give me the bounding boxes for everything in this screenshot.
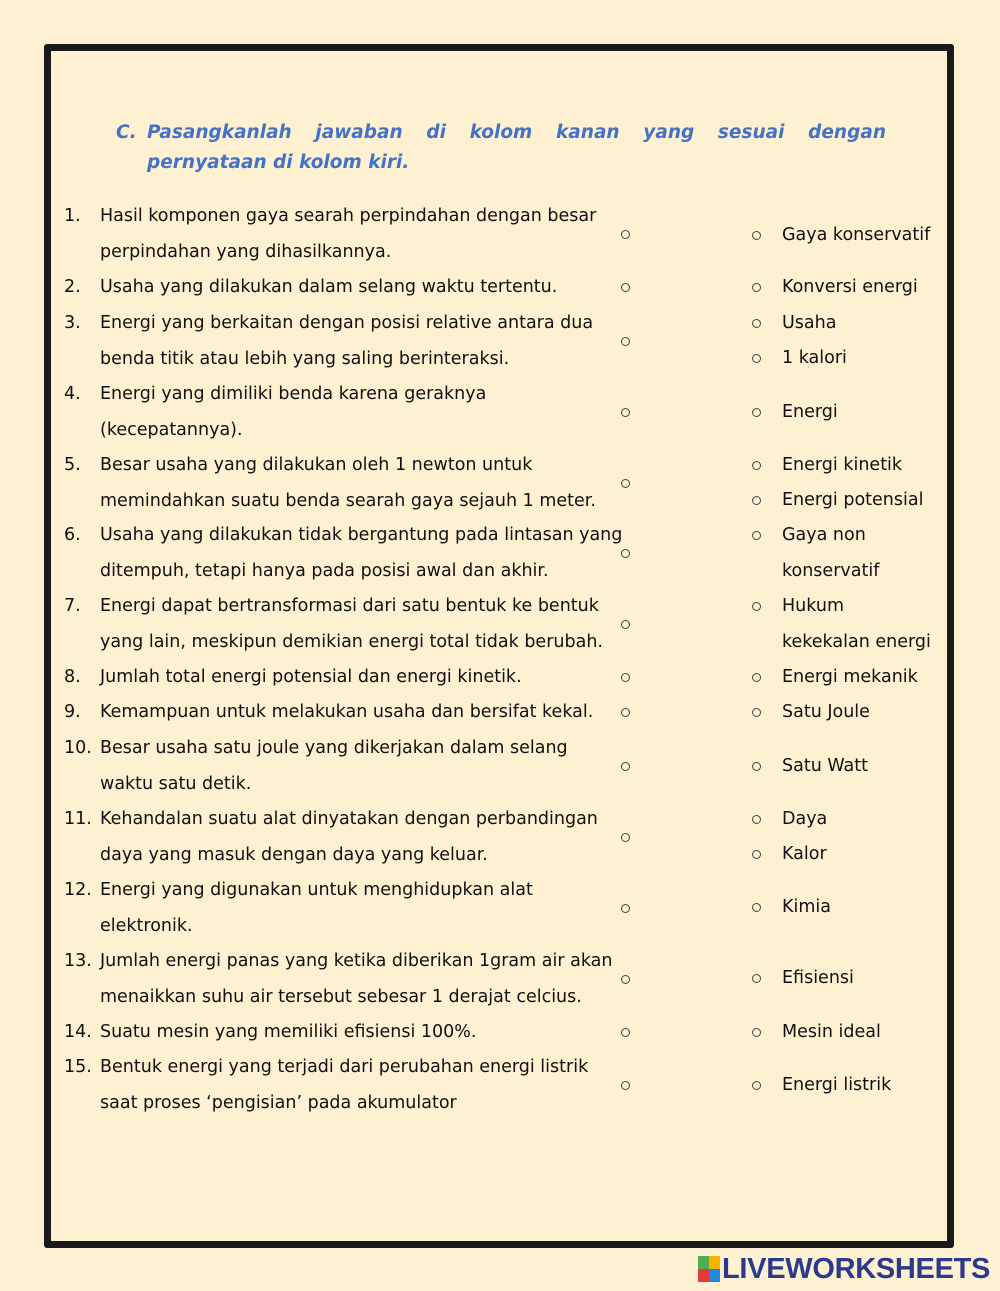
question-number: 10. bbox=[64, 738, 92, 758]
answer-text: Energi bbox=[782, 402, 838, 422]
answer-match-point[interactable] bbox=[752, 231, 761, 240]
question-match-point[interactable] bbox=[621, 549, 630, 558]
answer-item bbox=[752, 749, 868, 785]
question-text: Bentuk energi yang terjadi dari perubahan energi listrik saat proses ‘pengisian’ pada akumulator bbox=[100, 1057, 589, 1113]
question-text: Kehandalan suatu alat dinyatakan dengan perbandingan daya yang masuk dengan daya yang keluar. bbox=[100, 809, 598, 865]
answer-text: Daya bbox=[782, 809, 828, 829]
question-number: 1. bbox=[64, 206, 81, 226]
answer-match-point[interactable] bbox=[752, 283, 761, 292]
question-item bbox=[64, 448, 624, 519]
answer-item bbox=[752, 589, 931, 660]
question-number: 9. bbox=[64, 702, 81, 722]
answer-text: Satu Watt bbox=[782, 756, 868, 776]
question-item bbox=[64, 377, 624, 448]
answer-item bbox=[752, 961, 854, 997]
question-match-point[interactable] bbox=[621, 833, 630, 842]
answer-match-point[interactable] bbox=[752, 1081, 761, 1090]
question-item bbox=[64, 199, 624, 270]
logo-square-red bbox=[698, 1269, 709, 1282]
answer-match-point[interactable] bbox=[752, 354, 761, 363]
answer-match-point[interactable] bbox=[752, 708, 761, 717]
instruction-letter: C. bbox=[116, 122, 137, 143]
answer-text: Mesin ideal bbox=[782, 1022, 881, 1042]
answer-match-point[interactable] bbox=[752, 496, 761, 505]
answer-text: Hukum kekekalan energi bbox=[782, 596, 931, 652]
question-number: 11. bbox=[64, 809, 92, 829]
answer-match-point[interactable] bbox=[752, 602, 761, 611]
question-text: Hasil komponen gaya searah perpindahan dengan besar perpindahan yang dihasilkannya. bbox=[100, 206, 597, 262]
question-number: 5. bbox=[64, 455, 81, 475]
answer-match-point[interactable] bbox=[752, 319, 761, 328]
question-item bbox=[64, 270, 624, 306]
question-text: Usaha yang dilakukan tidak bergantung pada lintasan yang ditempuh, tetapi hanya pada posisi awal dan akhir. bbox=[100, 525, 623, 581]
answer-text: Energi potensial bbox=[782, 490, 924, 510]
question-text: Jumlah energi panas yang ketika diberikan 1gram air akan menaikkan suhu air tersebut sebesar 1 derajat celcius. bbox=[100, 951, 613, 1007]
question-text: Energi dapat bertransformasi dari satu bentuk ke bentuk yang lain, meskipun demikian energi total tidak berubah. bbox=[100, 596, 603, 652]
question-match-point[interactable] bbox=[621, 337, 630, 346]
answer-item bbox=[752, 1015, 881, 1051]
answer-match-point[interactable] bbox=[752, 531, 761, 540]
question-text: Jumlah total energi potensial dan energi kinetik. bbox=[100, 667, 522, 687]
answer-item bbox=[752, 660, 918, 696]
instruction bbox=[116, 118, 886, 178]
answer-match-point[interactable] bbox=[752, 815, 761, 824]
question-item bbox=[64, 660, 624, 696]
answer-text: Energi mekanik bbox=[782, 667, 918, 687]
answer-text: Kalor bbox=[782, 844, 827, 864]
question-item bbox=[64, 731, 624, 802]
answer-text: Efisiensi bbox=[782, 968, 854, 988]
answer-item bbox=[752, 395, 838, 431]
answer-item bbox=[752, 341, 847, 377]
question-number: 12. bbox=[64, 880, 92, 900]
logo-square-yellow bbox=[709, 1256, 720, 1269]
question-text: Suatu mesin yang memiliki efisiensi 100%. bbox=[100, 1022, 477, 1042]
question-item bbox=[64, 518, 624, 589]
logo-text: LIVEWORKSHEETS bbox=[722, 1253, 991, 1285]
question-number: 3. bbox=[64, 313, 81, 333]
question-item bbox=[64, 944, 624, 1015]
answer-item bbox=[752, 483, 923, 519]
instruction-text: Pasangkanlah jawaban di kolom kanan yang sesuai dengan pernyataan di kolom kiri. bbox=[147, 122, 886, 173]
answer-text: Kimia bbox=[782, 897, 831, 917]
question-item bbox=[64, 802, 624, 873]
answer-match-point[interactable] bbox=[752, 673, 761, 682]
answer-item bbox=[752, 306, 836, 342]
answer-text: Energi kinetik bbox=[782, 455, 903, 475]
question-item bbox=[64, 589, 624, 660]
question-text: Besar usaha yang dilakukan oleh 1 newton untuk memindahkan suatu benda searah gaya sejauh 1 meter. bbox=[100, 455, 596, 511]
question-match-point[interactable] bbox=[621, 620, 630, 629]
answer-item bbox=[752, 518, 879, 589]
question-match-point[interactable] bbox=[621, 408, 630, 417]
answer-match-point[interactable] bbox=[752, 1028, 761, 1037]
answer-text: Gaya konservatif bbox=[782, 225, 931, 245]
question-text: Energi yang berkaitan dengan posisi relative antara dua benda titik atau lebih yang saling berinteraksi. bbox=[100, 313, 594, 369]
answer-text: Konversi energi bbox=[782, 277, 918, 297]
answer-text: Usaha bbox=[782, 313, 837, 333]
answer-match-point[interactable] bbox=[752, 974, 761, 983]
question-item bbox=[64, 306, 624, 377]
question-number: 8. bbox=[64, 667, 81, 687]
question-number: 13. bbox=[64, 951, 92, 971]
question-number: 6. bbox=[64, 525, 81, 545]
answer-item bbox=[752, 1068, 891, 1104]
question-number: 4. bbox=[64, 384, 81, 404]
question-match-point[interactable] bbox=[621, 1081, 630, 1090]
logo-square-green bbox=[698, 1256, 709, 1269]
question-number: 7. bbox=[64, 596, 81, 616]
answer-text: Gaya non konservatif bbox=[782, 525, 880, 581]
answer-match-point[interactable] bbox=[752, 903, 761, 912]
answer-text: 1 kalori bbox=[782, 348, 847, 368]
question-text: Energi yang digunakan untuk menghidupkan alat elektronik. bbox=[100, 880, 533, 936]
question-item bbox=[64, 1050, 624, 1121]
question-match-point[interactable] bbox=[621, 904, 630, 913]
question-number: 2. bbox=[64, 277, 81, 297]
answer-text: Satu Joule bbox=[782, 702, 870, 722]
question-item bbox=[64, 1015, 624, 1051]
question-match-point[interactable] bbox=[621, 762, 630, 771]
question-item bbox=[64, 695, 624, 731]
question-item bbox=[64, 873, 624, 944]
answer-match-point[interactable] bbox=[752, 461, 761, 470]
answer-item bbox=[752, 802, 827, 838]
question-match-point[interactable] bbox=[621, 975, 630, 984]
question-text: Usaha yang dilakukan dalam selang waktu tertentu. bbox=[100, 277, 558, 297]
answer-item bbox=[752, 270, 918, 306]
answer-match-point[interactable] bbox=[752, 762, 761, 771]
answer-item bbox=[752, 695, 870, 731]
question-text: Besar usaha satu joule yang dikerjakan dalam selang waktu satu detik. bbox=[100, 738, 568, 794]
question-number: 15. bbox=[64, 1057, 92, 1077]
question-text: Kemampuan untuk melakukan usaha dan bersifat kekal. bbox=[100, 702, 594, 722]
answer-match-point[interactable] bbox=[752, 408, 761, 417]
answer-item bbox=[752, 218, 930, 254]
question-number: 14. bbox=[64, 1022, 92, 1042]
logo-square-blue bbox=[709, 1269, 720, 1282]
question-text: Energi yang dimiliki benda karena geraknya (kecepatannya). bbox=[100, 384, 487, 440]
question-match-point[interactable] bbox=[621, 479, 630, 488]
liveworksheets-logo bbox=[698, 1253, 990, 1285]
logo-mark-icon bbox=[698, 1256, 720, 1282]
answer-match-point[interactable] bbox=[752, 850, 761, 859]
answer-item bbox=[752, 837, 827, 873]
answer-item bbox=[752, 448, 902, 484]
answer-item bbox=[752, 890, 831, 926]
answer-text: Energi listrik bbox=[782, 1075, 892, 1095]
question-match-point[interactable] bbox=[621, 230, 630, 239]
